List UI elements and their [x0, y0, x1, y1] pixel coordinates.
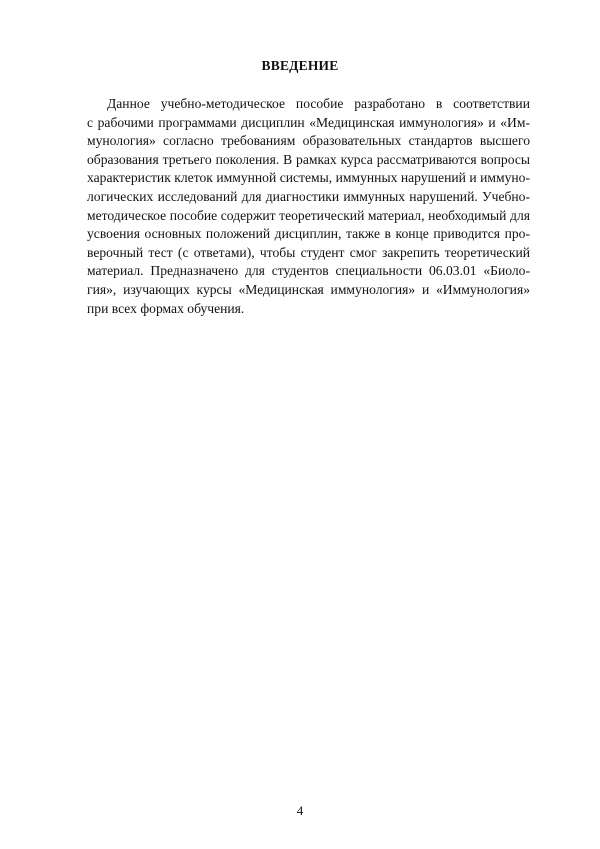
paragraph-line: мунология» согласно требованиям образовательных стандартов высшего — [87, 133, 530, 149]
paragraph-line: Данное учебно-методическое пособие разработано в соответствии — [107, 96, 530, 111]
paragraph-line: логических исследований для диагностики иммунных нарушений. Учебно- — [87, 188, 530, 204]
paragraph-line: характеристик клеток иммунной системы, иммунных нарушений и иммуно- — [87, 170, 530, 186]
paragraph-line: гия», изучающих курсы «Медицинская иммунология» и «Иммунология» — [87, 281, 530, 297]
paragraph-line: при всех формах обучения. — [87, 300, 245, 316]
paragraph-line: усвоения основных положений дисциплин, также в конце приводится про- — [87, 226, 530, 242]
paragraph-line: верочный тест (с ответами), чтобы студент смог закрепить теоретический — [87, 244, 530, 260]
paragraph-line: материал. Предназначено для студентов специальности 06.03.01 «Биоло- — [87, 263, 530, 279]
page-number: 4 — [296, 803, 304, 818]
paragraph-line: методическое пособие содержит теоретический материал, необходимый для — [87, 207, 530, 223]
paragraph-line: образования третьего поколения. В рамках курса рассматриваются вопросы — [87, 151, 530, 167]
page-heading: ВВЕДЕНИЕ — [261, 58, 339, 73]
introduction-paragraph — [87, 95, 530, 318]
paragraph-line: с рабочими программами дисциплин «Медицинская иммунология» и «Им- — [87, 114, 530, 130]
